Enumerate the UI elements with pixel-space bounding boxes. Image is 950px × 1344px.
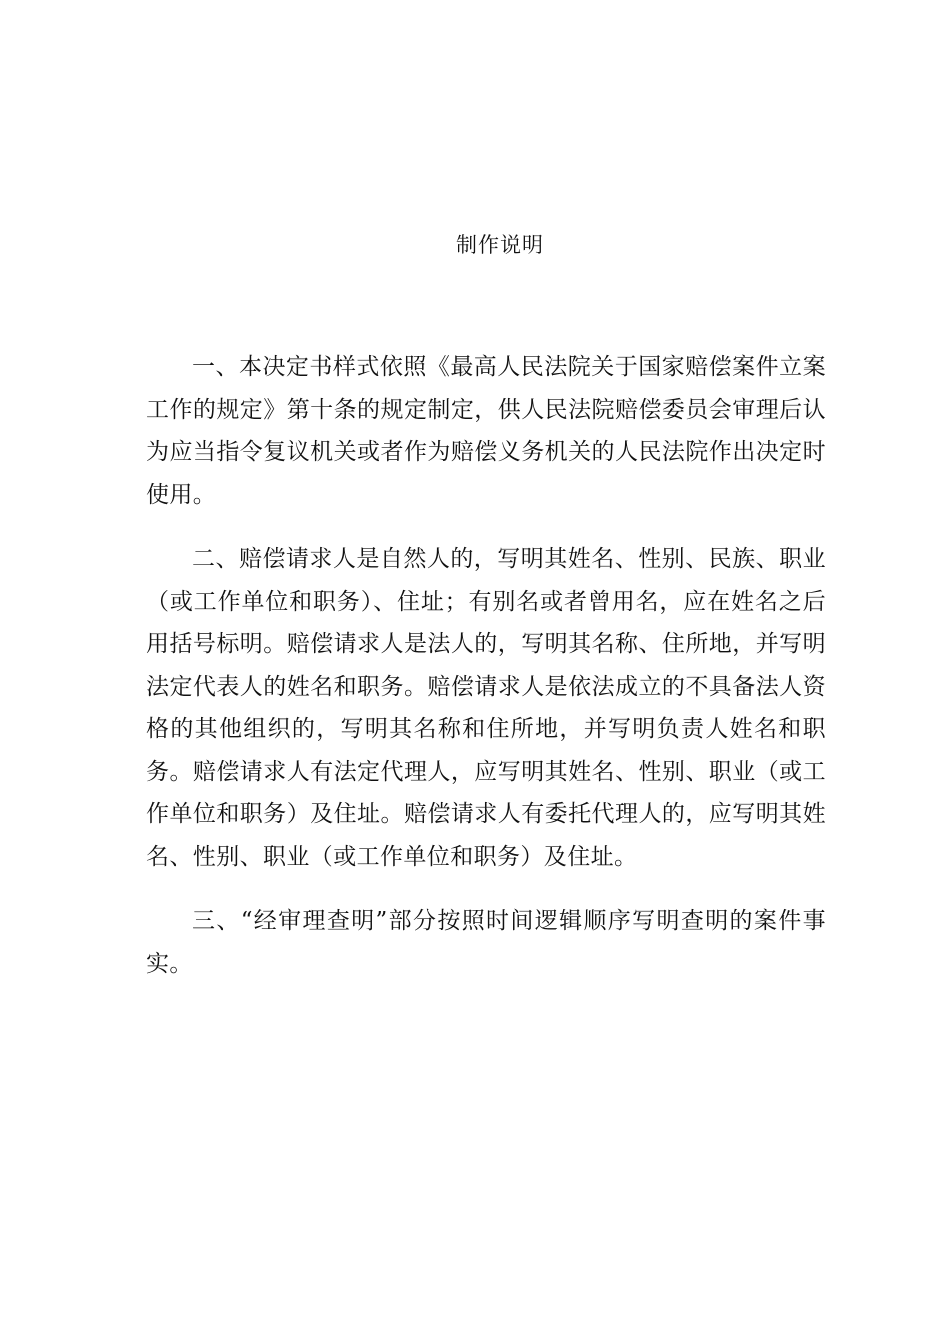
document-body	[146, 346, 826, 1007]
paragraph-1: 一、本决定书样式依照《最高人民法院关于国家赔偿案件立案工作的规定》第十条的规定制定，供人民法院赔偿委员会审理后认为应当指令复议机关或者作为赔偿义务机关的人民法院作出决定时使用。	[146, 354, 826, 508]
paragraph-3: 三、“经审理查明”部分按照时间逻辑顺序写明查明的案件事实。	[146, 908, 826, 977]
page-title: 制作说明	[456, 233, 544, 257]
paragraph-2: 二、赔偿请求人是自然人的，写明其姓名、性别、民族、职业（或工作单位和职务）、住址；有别名或者曾用名，应在姓名之后用括号标明。赔偿请求人是法人的，写明其名称、住所地，并写明法定代表人的姓名和职务。赔偿请求人是依法成立的不具备法人资格的其他组织的，写明其名称和住所地，并写明负责人姓名和职务。赔偿请求人有法定代理人，应写明其姓名、性别、职业（或工作单位和职务）及住址。赔偿请求人有委托代理人的，应写明其姓名、性别、职业（或工作单位和职务）及住址。	[146, 546, 826, 870]
